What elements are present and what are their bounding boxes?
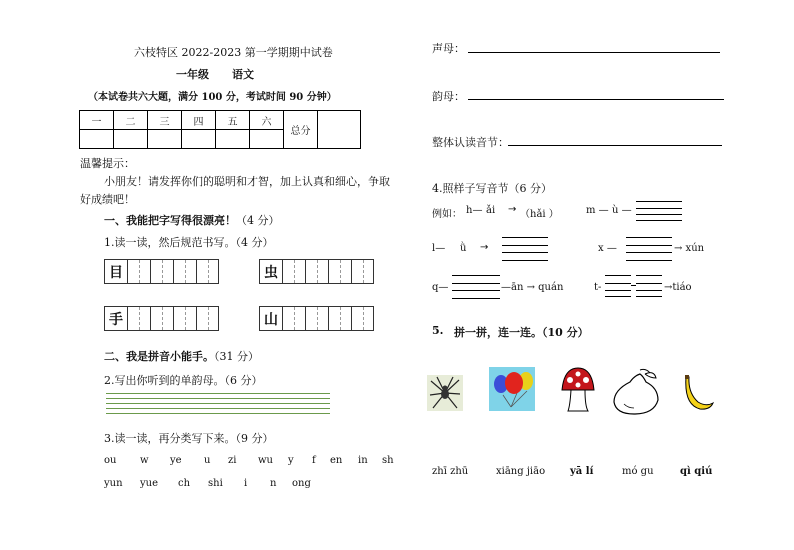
m-u: ù — <box>612 205 632 216</box>
pinyin-item: f <box>312 455 316 466</box>
pinyin-banana[interactable]: xiāng jiāo <box>496 466 546 477</box>
writing-grid-shou <box>104 306 219 331</box>
score-col-5: 五 <box>216 111 250 130</box>
pinyin-item: ou <box>104 455 117 466</box>
x-initial: x — <box>598 243 617 254</box>
l-initial: l— <box>432 243 446 254</box>
pinyin-answer-box-l[interactable] <box>502 237 548 261</box>
writing-cell[interactable] <box>282 259 305 284</box>
writing-cell[interactable] <box>351 306 374 331</box>
score-col-3: 三 <box>148 111 182 130</box>
grade-label: 一年级 <box>176 68 209 81</box>
score-cell-4[interactable] <box>182 130 216 149</box>
writing-cell[interactable] <box>173 306 196 331</box>
shengmu-answer-line[interactable] <box>468 52 720 53</box>
t-result: →tiáo <box>664 282 692 293</box>
q3-score: （9 分） <box>235 432 274 445</box>
writing-cell[interactable] <box>196 259 219 284</box>
pinyin-item: yun <box>104 478 123 489</box>
pinyin-mushroom[interactable]: mó gu <box>622 466 654 477</box>
section2-score: （31 分） <box>214 350 259 363</box>
pinyin-item: i <box>244 478 248 489</box>
writing-grid-shan <box>259 306 374 331</box>
exam-note: （本试卷共六大题，满分 100 分，考试时间 90 分钟） <box>88 92 337 103</box>
writing-cell[interactable] <box>196 306 219 331</box>
score-cell-5[interactable] <box>216 130 250 149</box>
pinyin-item: in <box>358 455 368 466</box>
zhengti-answer-line[interactable] <box>508 145 722 146</box>
mushroom-icon[interactable] <box>560 366 596 414</box>
x-result: → xún <box>674 243 705 254</box>
pinyin-item: en <box>330 455 343 466</box>
pinyin-item: u <box>204 455 211 466</box>
writing-cell[interactable] <box>328 259 351 284</box>
zhengti-label: 整体认读音节： <box>432 136 509 149</box>
pear-icon[interactable] <box>610 366 662 416</box>
pinyin-item: ong <box>292 478 311 489</box>
m-initial: m — <box>586 205 609 216</box>
score-total-cell[interactable] <box>318 111 361 149</box>
q5-number: 5. <box>432 324 444 337</box>
page-title: 六枝特区 2022-2023 第一学期期中试卷 <box>134 46 333 59</box>
tips-label: 温馨提示： <box>80 157 135 170</box>
yunmu-label: 韵母： <box>432 90 465 103</box>
pinyin-item: shi <box>208 478 223 489</box>
balloons-icon[interactable] <box>489 367 535 411</box>
section1-title: 一、我能把字写得很漂亮！ <box>104 214 236 227</box>
writing-cell[interactable] <box>305 306 328 331</box>
score-col-4: 四 <box>182 111 216 130</box>
pinyin-answer-box-x[interactable] <box>626 237 672 261</box>
example-ai: ǎi <box>486 205 496 216</box>
section2-title: 二、我是拼音小能手。 <box>104 350 214 363</box>
pinyin-item: yue <box>140 478 159 489</box>
pinyin-item: zi <box>228 455 237 466</box>
l-arrow: → <box>480 242 489 253</box>
score-total-label: 总分 <box>284 111 318 149</box>
t-initial: t- <box>594 282 602 293</box>
subject-label: 语文 <box>232 68 254 81</box>
pinyin-item: ye <box>170 455 182 466</box>
pinyin-item: ch <box>178 478 191 489</box>
pinyin-balloon[interactable]: qì qiú <box>680 466 713 477</box>
writing-cell[interactable] <box>173 259 196 284</box>
q1-text: 1.读一读，然后规范书写。（4 分） <box>104 236 274 249</box>
score-cell-3[interactable] <box>148 130 182 149</box>
q2-text: 2.写出你听到的单韵母。（6 分） <box>104 374 263 387</box>
pinyin-item: y <box>288 455 294 466</box>
model-char-mu: 目 <box>104 259 127 284</box>
writing-cell[interactable] <box>127 306 150 331</box>
writing-cell[interactable] <box>150 259 173 284</box>
writing-cell[interactable] <box>282 306 305 331</box>
section1-heading <box>104 212 280 228</box>
example-result: （hǎi ） <box>520 209 559 220</box>
writing-cell[interactable] <box>150 306 173 331</box>
score-col-1: 一 <box>80 111 114 130</box>
example-label: 例如： <box>432 209 462 220</box>
pinyin-item: n <box>270 478 277 489</box>
pinyin-spider[interactable]: zhī zhū <box>432 466 469 477</box>
section1-score: （4 分） <box>236 214 280 227</box>
yunmu-answer-line[interactable] <box>468 99 724 100</box>
pinyin-item: wu <box>258 455 273 466</box>
q3-heading <box>104 430 274 446</box>
score-col-6: 六 <box>250 111 284 130</box>
l-u: ǜ <box>460 243 467 254</box>
shengmu-label: 声母： <box>432 42 465 55</box>
model-char-chong: 虫 <box>259 259 282 284</box>
section2-heading <box>104 348 259 364</box>
writing-cell[interactable] <box>328 306 351 331</box>
score-cell-6[interactable] <box>250 130 284 149</box>
pinyin-item: w <box>140 455 149 466</box>
example-arrow: → <box>508 204 517 215</box>
banana-icon[interactable] <box>680 375 714 411</box>
score-cell-1[interactable] <box>80 130 114 149</box>
writing-grid-chong <box>259 259 374 284</box>
writing-cell[interactable] <box>127 259 150 284</box>
pinyin-answer-box-m[interactable] <box>636 201 682 221</box>
tips-line-2: 好成绩吧！ <box>80 193 135 206</box>
writing-cell[interactable] <box>305 259 328 284</box>
pinyin-item: sh <box>382 455 394 466</box>
score-table <box>79 110 361 149</box>
tips-line-1: 小朋友！请发挥你们的聪明和才智，加上认真和细心，争取 <box>104 175 390 188</box>
writing-cell[interactable] <box>351 259 374 284</box>
q4-text: 4.照样子写音节（6 分） <box>432 182 552 195</box>
q5-text: 拼一拼，连一连。（10 分） <box>454 326 589 339</box>
q-initial: q— <box>432 282 449 293</box>
pinyin-pear[interactable]: yā lí <box>570 466 594 477</box>
model-char-shan: 山 <box>259 306 282 331</box>
writing-grid-mu <box>104 259 219 284</box>
spider-icon[interactable] <box>427 375 463 411</box>
pinyin-answer-box-t1[interactable] <box>605 275 631 297</box>
model-char-shou: 手 <box>104 306 127 331</box>
score-cell-2[interactable] <box>114 130 148 149</box>
q3-text: 3.读一读，再分类写下来。 <box>104 432 236 445</box>
score-col-2: 二 <box>114 111 148 130</box>
q-result: —ān → quán <box>501 282 564 293</box>
example-h: h— <box>466 205 483 216</box>
pinyin-answer-box-q[interactable] <box>452 275 500 299</box>
pinyin-answer-box-t2[interactable] <box>636 275 662 297</box>
